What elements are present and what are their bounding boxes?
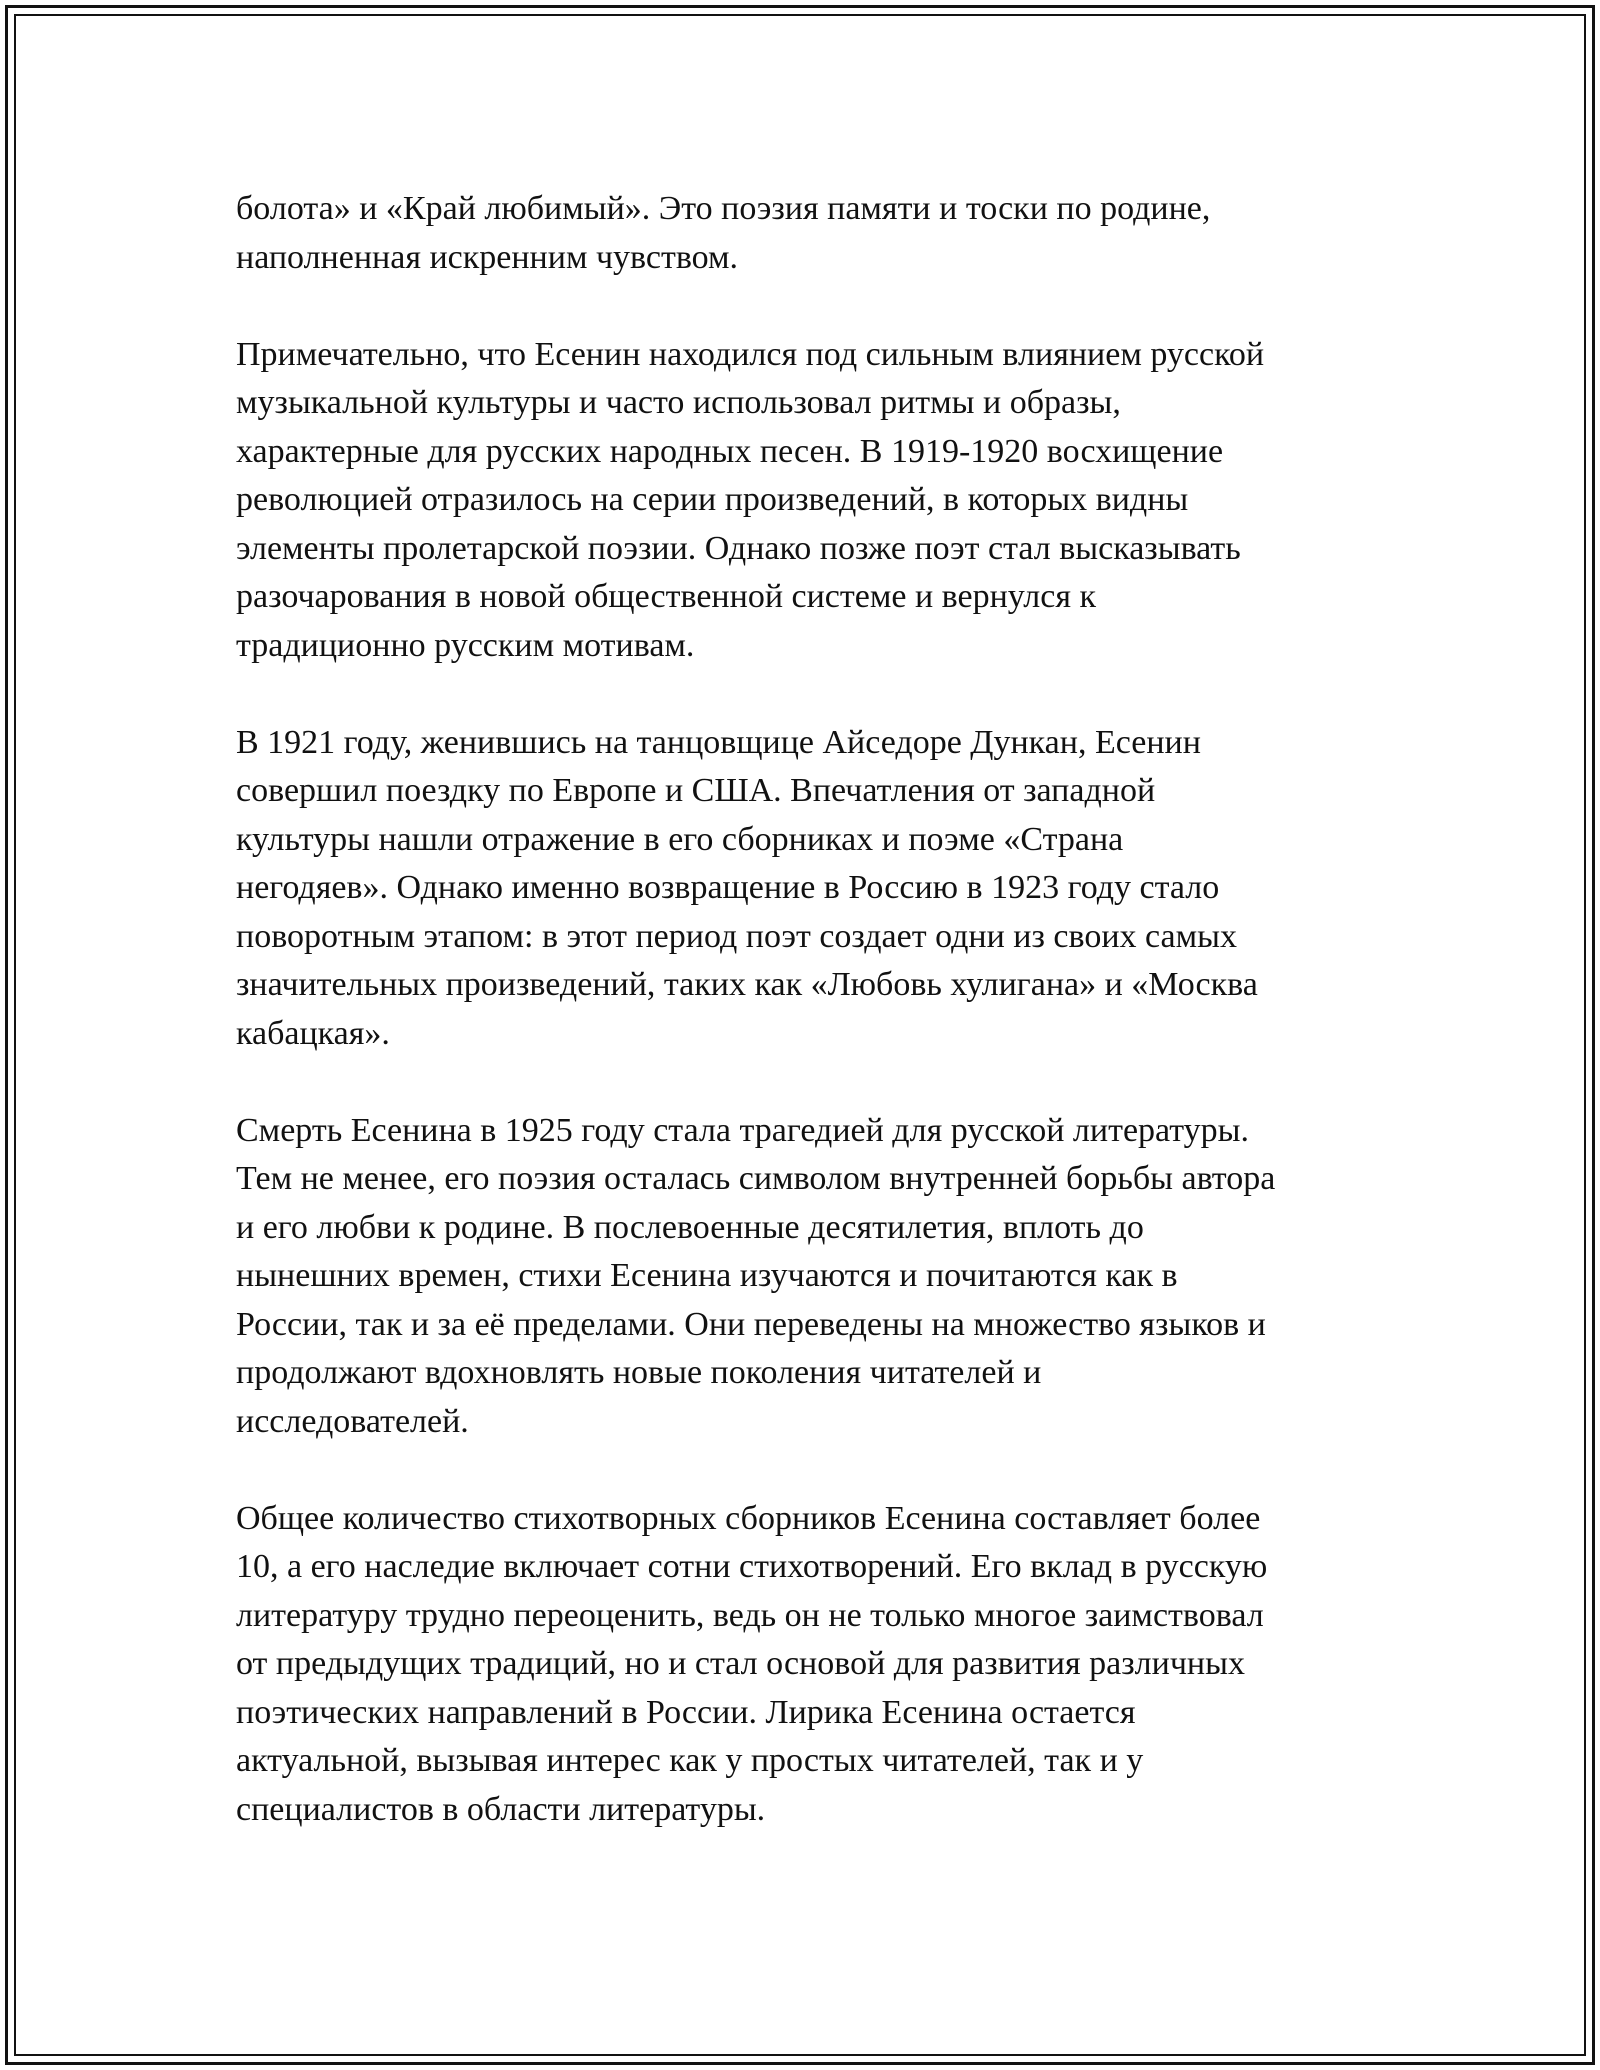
text-line: Примечательно, что Есенин находился под сильным влиянием русской: [236, 335, 1265, 373]
text-line: нынешних времен, стихи Есенина изучаются и почитаются как в: [236, 1257, 1178, 1294]
text-line: поэтических направлений в России. Лирика Есенина остается: [236, 1693, 1136, 1731]
text-line: В 1921 году, женившись на танцовщице Айседоре Дункан, Есенин: [236, 723, 1201, 761]
text-line: и его любви к родине. В послевоенные десятилетия, вплоть до: [236, 1208, 1144, 1246]
text-line: наполненная искренним чувством.: [236, 238, 739, 276]
text-line: продолжают вдохновлять новые поколения читателей и: [236, 1354, 1042, 1391]
paragraph-5: [236, 1495, 1386, 1835]
paragraph-2: [236, 331, 1386, 671]
paragraph-1: [236, 185, 1386, 282]
text-line: культуры нашли отражение в его сборниках и поэме «Страна: [236, 820, 1124, 858]
text-line: от предыдущих традиций, но и стал основой для развития различных: [236, 1645, 1245, 1682]
document-body: [236, 185, 1386, 1883]
text-line: кабацкая».: [236, 1014, 390, 1052]
text-line: Смерть Есенина в 1925 году стала трагедией для русской литературы.: [236, 1111, 1250, 1149]
text-line: совершил поездку по Европе и США. Впечатления от западной: [236, 772, 1156, 809]
text-line: актуальной, вызывая интерес как у простых читателей, так и у: [236, 1742, 1144, 1779]
text-line: Тем не менее, его поэзия осталась символом внутренней борьбы автора: [236, 1160, 1276, 1197]
text-line: разочарования в новой общественной системе и вернулся к: [236, 578, 1097, 615]
text-line: Общее количество стихотворных сборников Есенина составляет более: [236, 1499, 1261, 1537]
text-line: исследователей.: [236, 1402, 469, 1440]
text-line: специалистов в области литературы.: [236, 1790, 766, 1828]
text-line: 10, а его наследие включает сотни стихотворений. Его вклад в русскую: [236, 1548, 1268, 1585]
text-line: элементы пролетарской поэзии. Однако позже поэт стал высказывать: [236, 529, 1241, 567]
paragraph-3: [236, 719, 1386, 1059]
text-line: поворотным этапом: в этот период поэт создает одни из своих самых: [236, 917, 1237, 955]
text-line: болота» и «Край любимый». Это поэзия памяти и тоски по родине,: [236, 190, 1211, 227]
text-line: негодяев». Однако именно возвращение в Россию в 1923 году стало: [236, 869, 1220, 906]
text-line: традиционно русским мотивам.: [236, 626, 695, 664]
paragraph-4: [236, 1107, 1386, 1447]
text-line: музыкальной культуры и часто использовал ритмы и образы,: [236, 384, 1121, 421]
text-line: значительных произведений, таких как «Любовь хулигана» и «Москва: [236, 966, 1258, 1003]
text-line: революцией отразилось на серии произведений, в которых видны: [236, 481, 1189, 518]
text-line: России, так и за её пределами. Они переведены на множество языков и: [236, 1305, 1266, 1343]
text-line: литературу трудно переоценить, ведь он не только многое заимствовал: [236, 1596, 1264, 1634]
text-line: характерные для русских народных песен. В 1919-1920 восхищение: [236, 432, 1224, 470]
